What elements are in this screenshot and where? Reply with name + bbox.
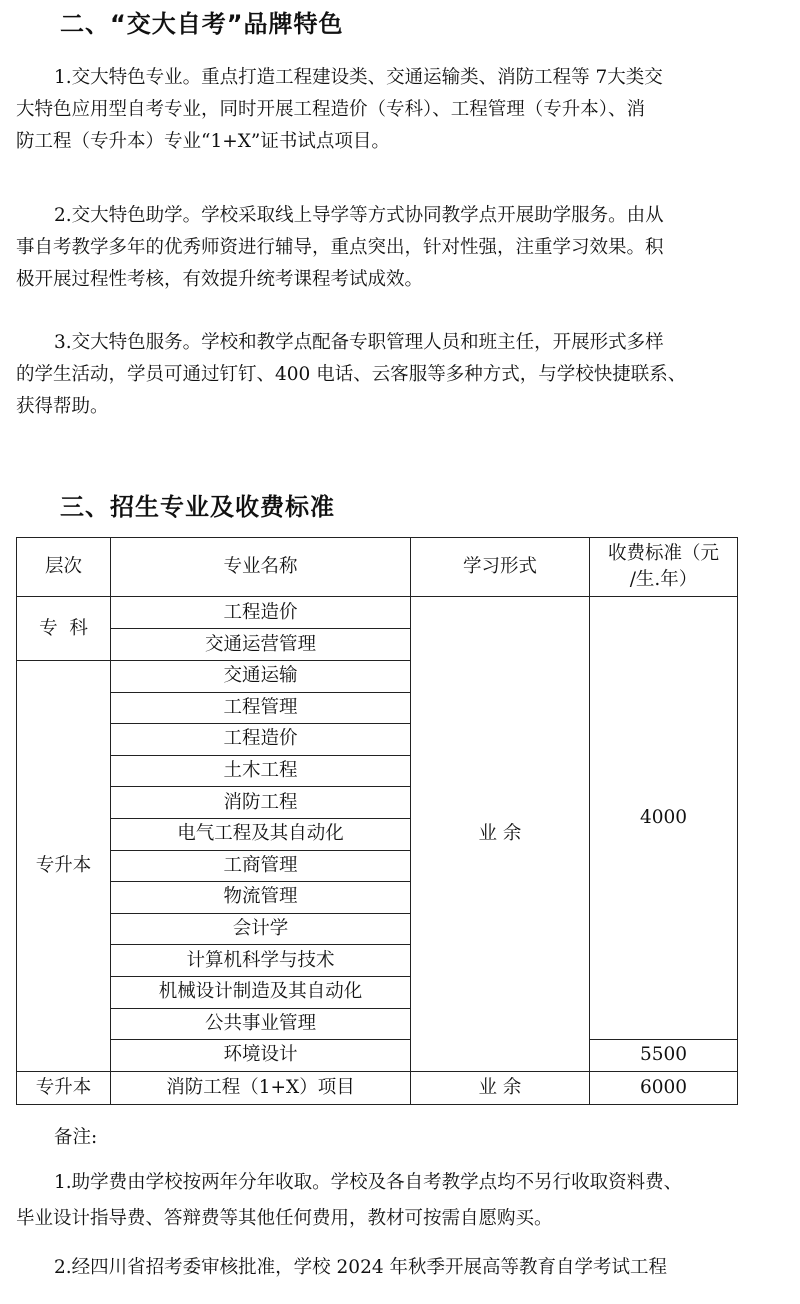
note-line: 1.助学费由学校按两年分年收取。学校及各自考教学点均不另行收取资料费、 (54, 1172, 683, 1193)
paragraph-line: 事自考教学多年的优秀师资进行辅导，重点突出，针对性强，注重学习效果。积 (16, 237, 664, 258)
major-cell: 会计学 (111, 913, 411, 945)
major-cell: 公共事业管理 (111, 1008, 411, 1040)
major-cell: 工程造价 (111, 724, 411, 756)
paragraph-line: 大特色应用型自考专业，同时开展工程造价（专科）、工程管理（专升本）、消 (16, 99, 646, 120)
major-cell: 交通运输 (111, 661, 411, 693)
major-cell: 工商管理 (111, 850, 411, 882)
note-line: 毕业设计指导费、答辩费等其他任何费用，教材可按需自愿购买。 (16, 1208, 553, 1229)
notes-label: 备注: (54, 1127, 98, 1148)
notes-block (16, 1122, 792, 1154)
major-cell: 机械设计制造及其自动化 (111, 976, 411, 1008)
section-2-title: 二、“交大自考”品牌特色 (60, 10, 344, 38)
paragraph-line: 2.交大特色助学。学校采取线上导学等方式协同教学点开展助学服务。由从 (54, 205, 664, 226)
header-level: 层次 (17, 538, 111, 597)
major-cell: 工程管理 (111, 692, 411, 724)
fee-cell: 4000 (590, 597, 738, 1040)
paragraph-line: 1.交大特色专业。重点打造工程建设类、交通运输类、消防工程等 7大类交 (54, 67, 663, 88)
level-cell: 专 科 (17, 597, 111, 661)
paragraph-line: 3.交大特色服务。学校和教学点配备专职管理人员和班主任，开展形式多样 (54, 332, 664, 353)
table-row (17, 1071, 738, 1104)
major-cell: 计算机科学与技术 (111, 945, 411, 977)
major-cell: 消防工程（1+X）项目 (111, 1071, 411, 1104)
table-header-row (17, 538, 738, 597)
major-cell: 工程造价 (111, 597, 411, 629)
paragraph-special-majors (16, 62, 792, 158)
major-cell: 消防工程 (111, 787, 411, 819)
header-fee-line2: /生.年） (629, 569, 698, 590)
major-cell: 土木工程 (111, 755, 411, 787)
note-line: 2.经四川省招考委审核批准，学校 2024 年秋季开展高等教育自学考试工程 (54, 1257, 667, 1278)
header-mode: 学习形式 (411, 538, 590, 597)
mode-cell: 业 余 (411, 1071, 590, 1104)
paragraph-line: 的学生活动，学员可通过钉钉、400 电话、云客服等多种方式，与学校快捷联系、 (16, 364, 687, 385)
paragraph-line: 极开展过程性考核，有效提升统考课程考试成效。 (16, 269, 424, 290)
major-cell: 交通运营管理 (111, 629, 411, 661)
notes-content (16, 1165, 792, 1286)
fee-cell: 6000 (590, 1071, 738, 1104)
paragraph-line: 获得帮助。 (16, 396, 109, 417)
major-cell: 物流管理 (111, 882, 411, 914)
header-fee (590, 538, 738, 597)
level-cell: 专升本 (17, 661, 111, 1072)
table-row (17, 1040, 738, 1072)
fee-table (16, 537, 738, 1105)
level-cell: 专升本 (17, 1071, 111, 1104)
paragraph-special-tutoring (16, 200, 792, 296)
header-major: 专业名称 (111, 538, 411, 597)
paragraph-line: 防工程（专升本）专业“1+X”证书试点项目。 (16, 131, 390, 152)
section-3-title: 三、招生专业及收费标准 (60, 493, 335, 521)
fee-cell: 5500 (590, 1040, 738, 1072)
major-cell: 环境设计 (111, 1040, 411, 1072)
table-row (17, 597, 738, 629)
paragraph-special-services (16, 327, 792, 423)
header-fee-line1: 收费标准（元 (607, 543, 719, 564)
mode-cell: 业 余 (411, 597, 590, 1072)
major-cell: 电气工程及其自动化 (111, 818, 411, 850)
